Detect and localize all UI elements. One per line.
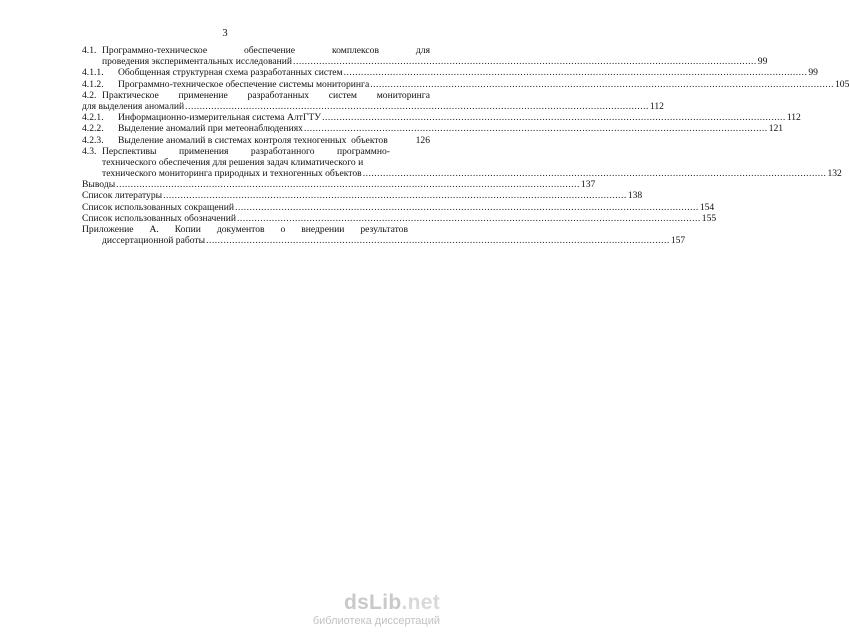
toc-entry-title: Список использованных обозначений — [82, 212, 237, 224]
toc-page: 132 — [827, 168, 842, 180]
watermark-subtitle: библиотека диссертаций — [312, 615, 440, 627]
toc-entry-title — [102, 45, 430, 56]
toc-entry-4-2-1 — [82, 112, 801, 124]
toc-number: 4.2.3. — [82, 134, 104, 146]
toc-entry-title-cont: проведения экспериментальных исследований — [102, 56, 293, 68]
toc-entry-title: Программно-техническое обеспечение системы мониторинга — [118, 78, 370, 90]
leader-dots — [206, 235, 670, 246]
toc-page: 138 — [627, 190, 643, 202]
leader-dots — [235, 202, 699, 213]
toc-page: 105 — [835, 78, 849, 90]
leader-dots — [237, 213, 701, 224]
toc-entry-4-1-1 — [82, 67, 818, 79]
leader-dots — [322, 112, 786, 123]
toc-word: для — [415, 45, 430, 56]
leader-dots — [116, 179, 580, 190]
toc-number: 4.1.1. — [82, 67, 104, 79]
toc-page: 112 — [786, 112, 801, 124]
toc-entry-title-cont: технического обеспечения для решения задач климатического и — [102, 156, 364, 168]
toc-entry-title: Список использованных сокращений — [82, 201, 235, 213]
toc-entry-4-3 — [82, 146, 430, 157]
toc-number: 4.1. — [82, 45, 97, 56]
table-of-contents — [82, 45, 849, 247]
toc-entry-appendix-a-cont — [82, 235, 686, 247]
toc-entry-title — [82, 224, 430, 235]
toc-page: 137 — [580, 179, 596, 191]
toc-number: 4.2.2. — [82, 123, 104, 135]
toc-word: разработанного — [250, 145, 315, 157]
toc-entry-title — [102, 90, 430, 101]
toc-page: 99 — [808, 67, 818, 79]
toc-number: 4.1.2. — [82, 78, 104, 90]
toc-entry-4-2-cont — [82, 100, 664, 112]
toc-word: разработанных — [247, 89, 310, 101]
toc-page: 155 — [701, 212, 717, 224]
leader-dots — [370, 79, 834, 90]
toc-page: 112 — [649, 100, 664, 112]
toc-word: обеспечение — [244, 45, 296, 56]
toc-entry-title-cont: для выделения аномалий — [82, 100, 185, 112]
toc-entry-title — [102, 146, 430, 157]
toc-entry-4-1 — [82, 45, 430, 56]
toc-entry-4-2-3 — [82, 135, 430, 146]
leader-dots — [163, 190, 627, 201]
toc-word: Программно-техническое — [102, 45, 208, 56]
toc-word: документов — [216, 224, 265, 235]
toc-entry-references — [82, 190, 643, 202]
dslib-watermark — [313, 592, 440, 627]
toc-word: применение — [178, 89, 228, 101]
toc-word: комплексов — [331, 45, 380, 56]
toc-word: применения — [178, 145, 229, 157]
toc-word: Копии — [174, 224, 201, 235]
leader-dots — [304, 123, 768, 134]
toc-number: 4.2. — [82, 89, 97, 101]
toc-entry-notations — [82, 212, 717, 224]
toc-entry-title: Обобщенная структурная схема разработанных систем — [118, 67, 343, 79]
toc-page: 157 — [670, 235, 686, 247]
logo-main-text: dsLib — [343, 591, 402, 614]
toc-word: результатов — [360, 224, 408, 235]
toc-entry-title: Выделение аномалий в системах контроля техногенных объектов — [118, 134, 388, 146]
toc-page: 154 — [699, 201, 715, 213]
toc-word: Практическое — [102, 89, 159, 101]
toc-word: программно- — [336, 145, 390, 157]
toc-entry-4-3-cont2 — [82, 168, 842, 180]
leader-dots — [344, 67, 808, 78]
toc-entry-title-cont: диссертационной работы — [102, 235, 206, 247]
toc-page: 99 — [757, 56, 768, 68]
toc-entry-title: Список литературы — [82, 190, 163, 202]
toc-entry-appendix-a — [82, 224, 430, 235]
toc-word: А. — [149, 224, 159, 235]
toc-word: Перспективы — [102, 145, 157, 157]
page-number: 3 — [222, 28, 228, 39]
toc-number: 4.3. — [82, 145, 97, 157]
toc-word: систем — [328, 89, 357, 101]
leader-dots — [293, 56, 757, 67]
toc-entry-title-cont: технического мониторинга природных и техногенных объектов — [102, 168, 362, 180]
toc-word: о — [280, 224, 286, 235]
toc-entry-title: Выводы — [82, 179, 116, 191]
leader-dots — [185, 101, 649, 112]
toc-word: Приложение — [82, 224, 134, 235]
toc-page: 121 — [768, 123, 784, 135]
toc-entry-abbreviations — [82, 201, 715, 213]
toc-entry-title: Информационно-измерительная система АлтГТУ — [118, 112, 322, 124]
toc-entry-4-2-2 — [82, 123, 784, 135]
toc-entry-title: Выделение аномалий при метеонаблюдениях — [118, 123, 303, 135]
toc-entry-4-1-cont — [82, 56, 768, 68]
toc-word: мониторинга — [376, 89, 430, 101]
toc-entry-4-1-2 — [82, 78, 849, 90]
toc-entry-conclusions — [82, 179, 596, 191]
leader-dots — [363, 168, 827, 179]
toc-page: 126 — [415, 134, 430, 146]
toc-word: внедрении — [301, 224, 345, 235]
dslib-logo — [313, 592, 440, 614]
toc-number: 4.2.1. — [82, 112, 104, 124]
toc-entry-4-3-cont1 — [82, 157, 430, 168]
toc-entry-4-2 — [82, 90, 430, 101]
logo-tld-text: .net — [401, 591, 440, 614]
